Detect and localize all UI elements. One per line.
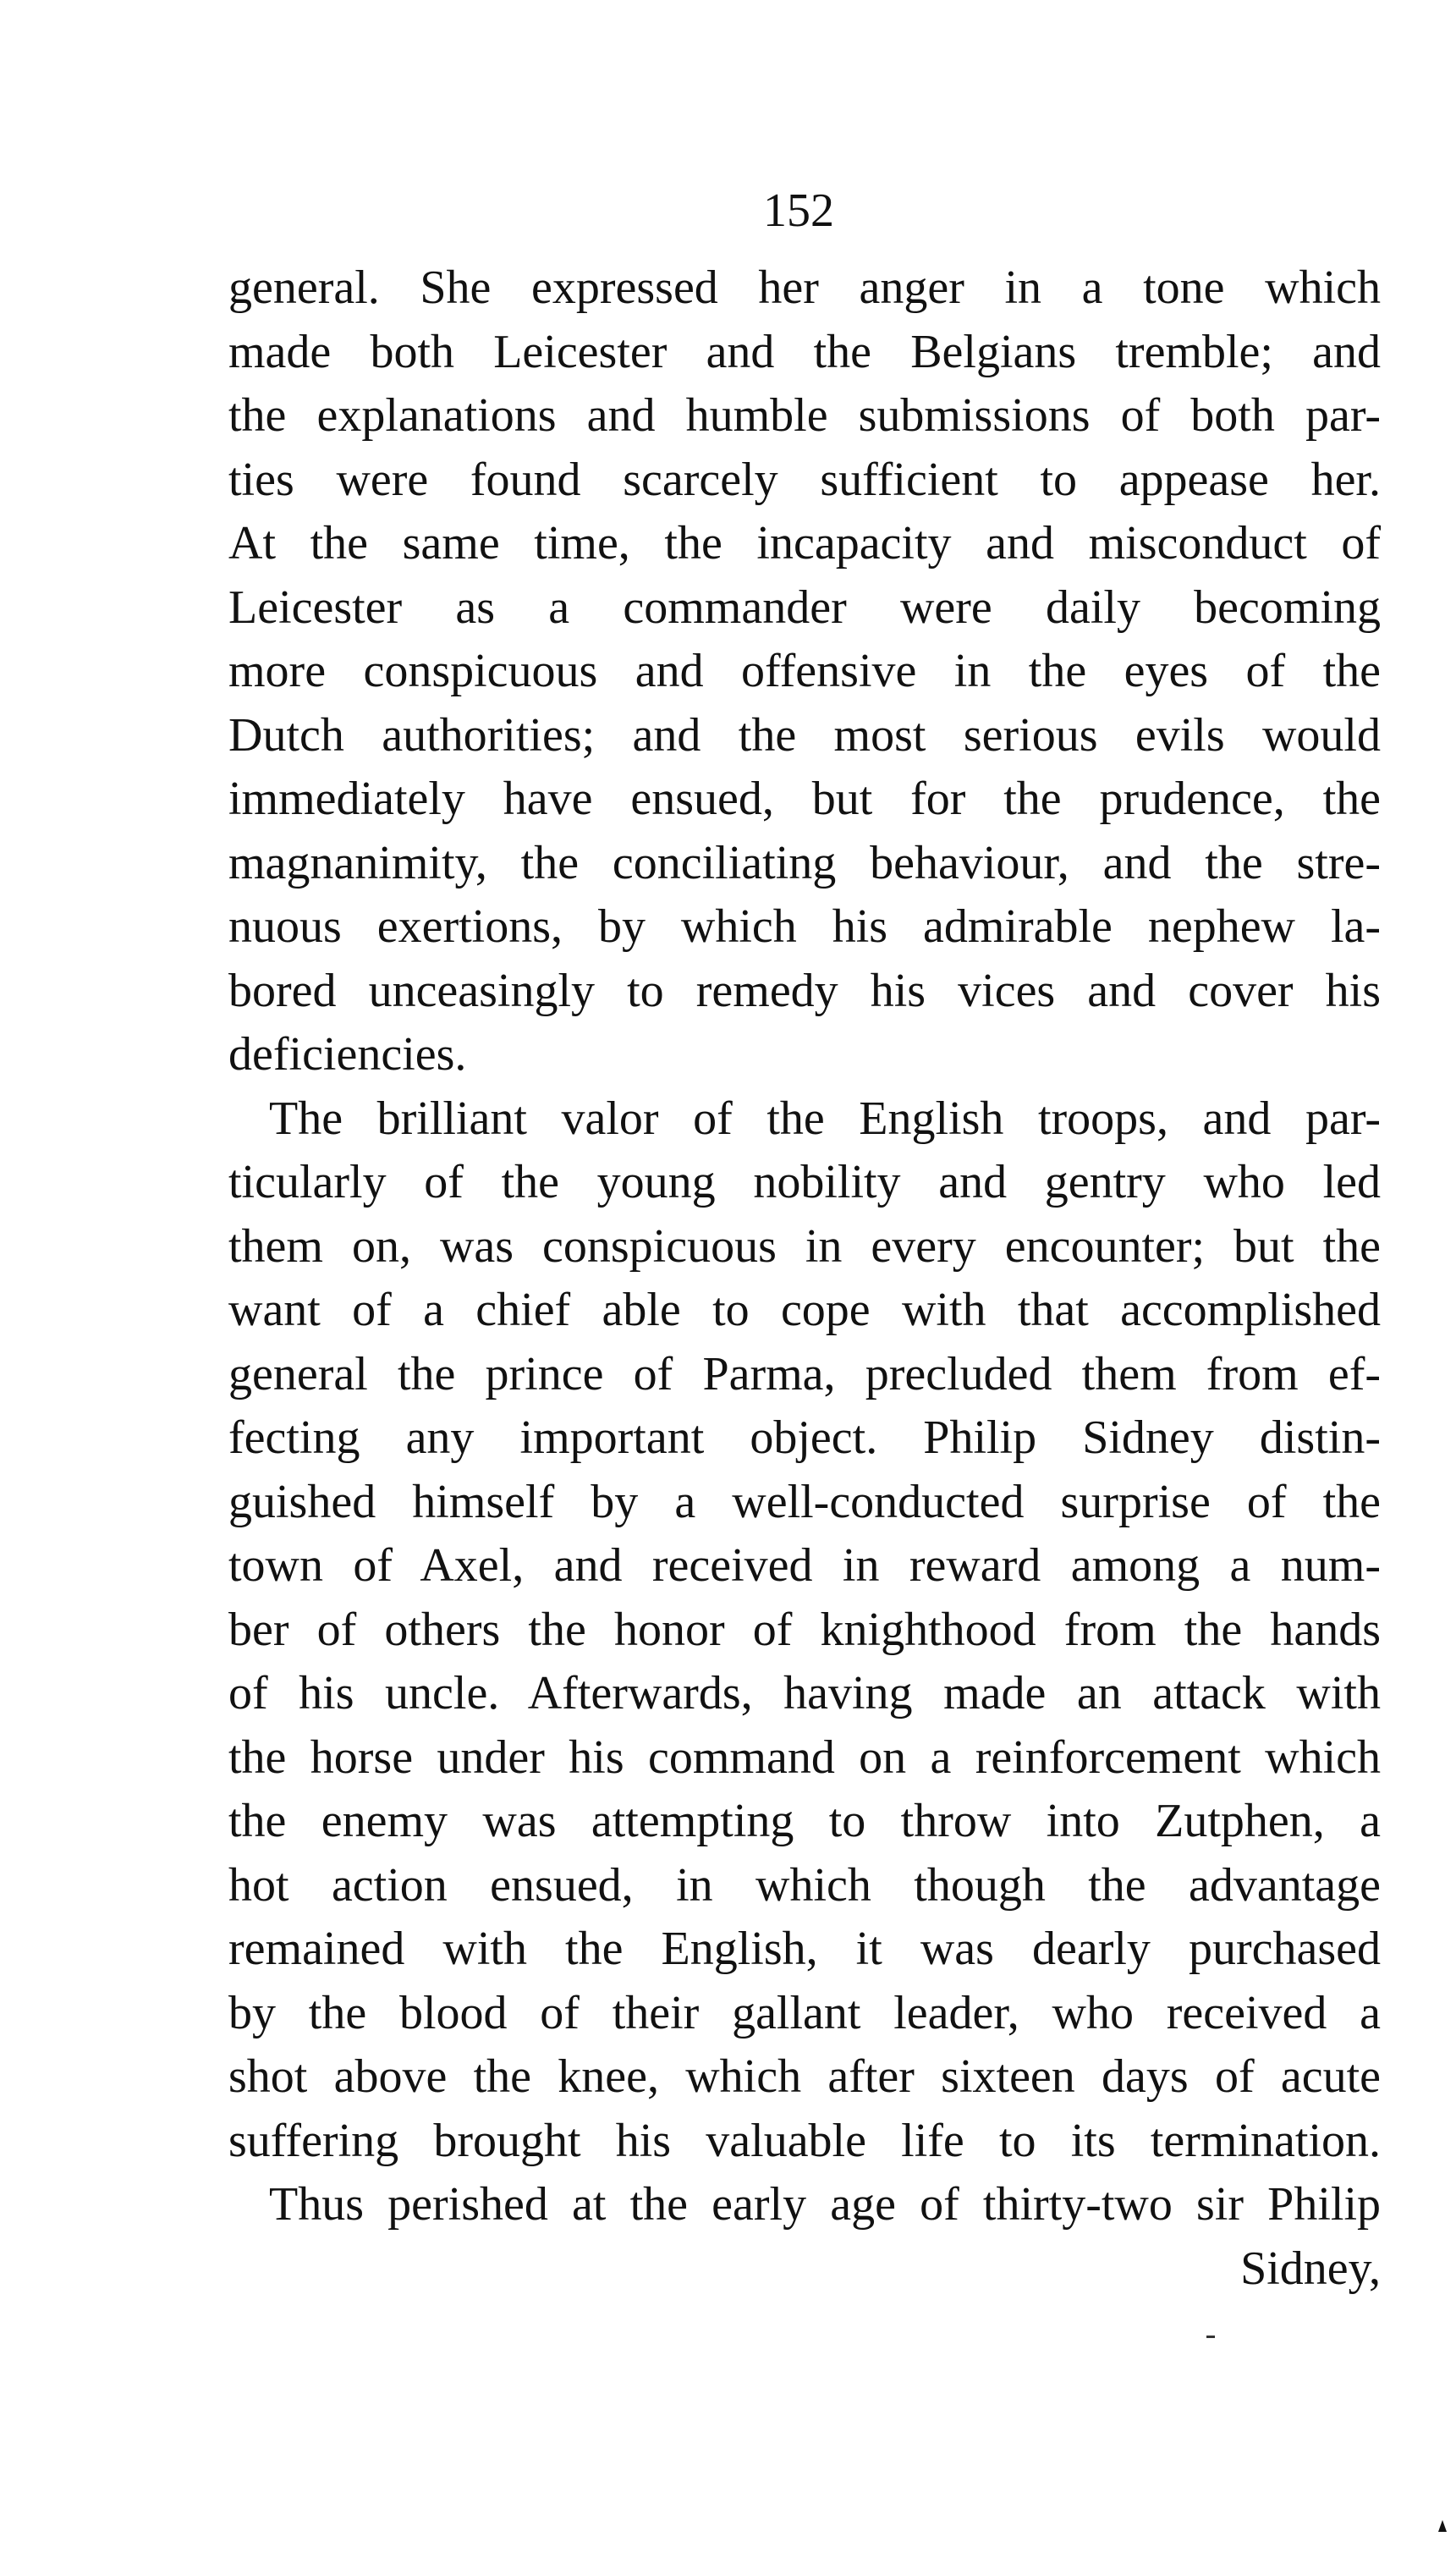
- text-line: general. She expressed her anger in a tone which: [228, 261, 1381, 314]
- text-line: by the blood of their gallant leader, who received a: [228, 1986, 1381, 2039]
- text-line: want of a chief able to cope with that accomplished: [228, 1284, 1381, 1336]
- ink-speck: [1206, 2336, 1215, 2338]
- text-line: nuous exertions, by which his admirable nephew la-: [228, 900, 1381, 953]
- body-text: [228, 256, 1381, 2301]
- text-line: of his uncle. Afterwards, having made an attack with: [228, 1667, 1381, 1719]
- paragraph-start-line: The brilliant valor of the English troops, and par-: [269, 1092, 1381, 1145]
- text-line: the explanations and humble submissions of both par-: [228, 389, 1381, 442]
- text-line: fecting any important object. Philip Sidney distin-: [228, 1411, 1381, 1464]
- text-line: ticularly of the young nobility and gentry who led: [228, 1156, 1381, 1208]
- text-line: them on, was conspicuous in every encounter; but the: [228, 1219, 1381, 1273]
- corner-mark: [1438, 2520, 1447, 2532]
- text-line: ties were found scarcely sufficient to appease her.: [228, 453, 1381, 506]
- text-line: the horse under his command on a reinforcement which: [228, 1730, 1381, 1784]
- text-line: At the same time, the incapacity and misconduct of: [228, 517, 1381, 569]
- paragraph-end-line: deficiencies.: [228, 1028, 467, 1081]
- text-line: shot above the knee, which after sixteen days of acute: [228, 2050, 1381, 2103]
- text-line: immediately have ensued, but for the prudence, the: [228, 773, 1381, 825]
- text-line: guished himself by a well-conducted surprise of the: [228, 1475, 1381, 1528]
- text-line: the enemy was attempting to throw into Zutphen, a: [228, 1795, 1381, 1847]
- text-line: Leicester as a commander were daily becoming: [228, 580, 1381, 634]
- text-line: remained with the English, it was dearly purchased: [228, 1923, 1381, 1975]
- text-line: hot action ensued, in which though the advantage: [228, 1858, 1381, 1912]
- text-line: more conspicuous and offensive in the eyes of the: [228, 645, 1381, 697]
- text-line: Dutch authorities; and the most serious evils would: [228, 708, 1381, 762]
- catchword: Sidney,: [1240, 2242, 1381, 2295]
- page-number: 152: [763, 184, 834, 237]
- paragraph-start-line: Thus perished at the early age of thirty-two sir Philip: [269, 2178, 1381, 2231]
- text-line: ber of others the honor of knighthood from the hands: [228, 1603, 1381, 1656]
- text-line: general the prince of Parma, precluded them from ef-: [228, 1347, 1381, 1400]
- text-line: town of Axel, and received in reward among a num-: [228, 1539, 1381, 1592]
- text-line: bored unceasingly to remedy his vices and cover his: [228, 964, 1381, 1017]
- text-line: suffering brought his valuable life to its termination.: [228, 2114, 1381, 2167]
- text-line: magnanimity, the conciliating behaviour, and the stre-: [228, 836, 1381, 889]
- text-line: made both Leicester and the Belgians tremble; and: [228, 325, 1381, 378]
